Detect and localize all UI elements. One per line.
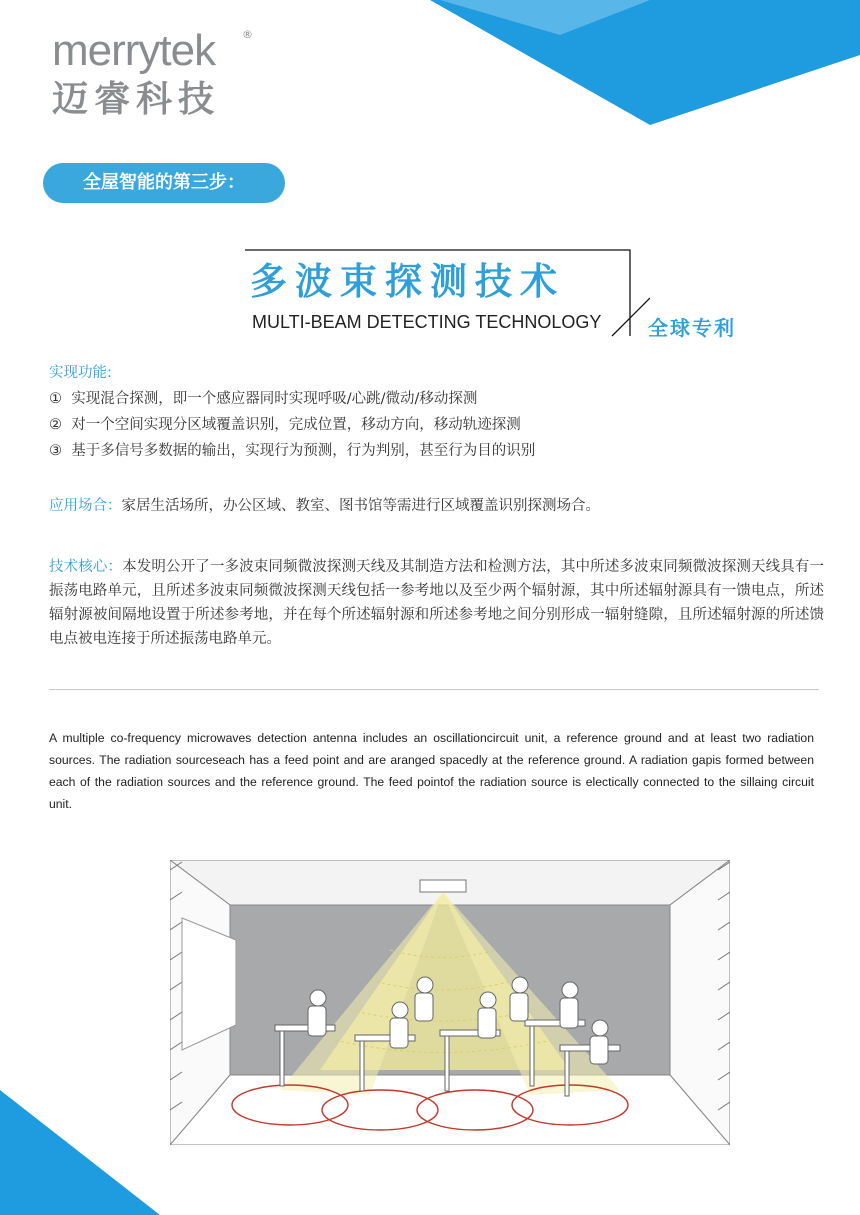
feature-item xyxy=(49,412,829,438)
core-label: 技术核心： xyxy=(49,559,123,575)
feature-number: ① xyxy=(49,391,62,407)
title-chinese: 多波束探测技术 xyxy=(250,260,565,303)
core-technology-section xyxy=(49,555,824,651)
features-label: 实现功能: xyxy=(49,365,112,381)
english-description: A multiple co-frequency microwaves detection antenna includes an oscillationcircuit unit, a reference ground and at least two radiation sources. The radiation sourceseach has a feed point and are aranged spacedly at the reference ground. A radiation gapis formed between each of the radiation sources and the reference ground. The feed pointof the radiation source is electically connected to the sillaing circuit unit. xyxy=(49,731,814,811)
step-pill: 全屋智能的第三步： xyxy=(43,163,285,203)
title-english: MULTI-BEAM DETECTING TECHNOLOGY xyxy=(252,312,602,332)
feature-item xyxy=(49,438,829,464)
feature-text: 对一个空间实现分区域覆盖识别，完成位置，移动方向，移动轨迹探测 xyxy=(71,417,521,433)
core-text: 本发明公开了一多波束同频微波探测天线及其制造方法和检测方法，其中所述多波束同频微波探测天线具有一振荡电路单元，且所述多波束同频微波探测天线包括一参考地以及至少两个辐射源，其中所述辐射源具有一馈电点，所述辐射源被间隔地设置于所述参考地，并在每个所述辐射源和所述参考地之间分别形成一辐射缝隙，且所述辐射源的所述馈电点被电连接于所述振荡电路单元。 xyxy=(49,559,824,647)
global-patent-label: 全球专利 xyxy=(648,316,736,340)
usage-label: 应用场合： xyxy=(49,498,122,514)
features-section xyxy=(49,360,829,464)
bottom-left-blue-corner xyxy=(0,1080,160,1215)
feature-text: 基于多信号多数据的输出，实现行为预测，行为判别，甚至行为目的识别 xyxy=(71,443,536,459)
logo-wordmark: merrytek xyxy=(52,26,216,75)
logo-chinese-name: 迈睿科技 xyxy=(52,79,221,120)
feature-item xyxy=(49,386,829,412)
usage-text: 家居生活场所，办公区域、教室、图书馆等需进行区域覆盖识别探测场合。 xyxy=(121,498,600,514)
feature-number: ② xyxy=(49,417,62,433)
office-room-multi-beam-sensor-illustration xyxy=(170,860,730,1145)
registered-mark: ® xyxy=(242,28,253,41)
feature-text: 实现混合探测，即一个感应器同时实现呼吸/心跳/微动/移动探测 xyxy=(71,391,478,407)
feature-number: ③ xyxy=(49,443,62,459)
usage-section xyxy=(49,494,829,518)
merrytek-logo xyxy=(52,24,267,124)
section-divider xyxy=(49,689,819,690)
